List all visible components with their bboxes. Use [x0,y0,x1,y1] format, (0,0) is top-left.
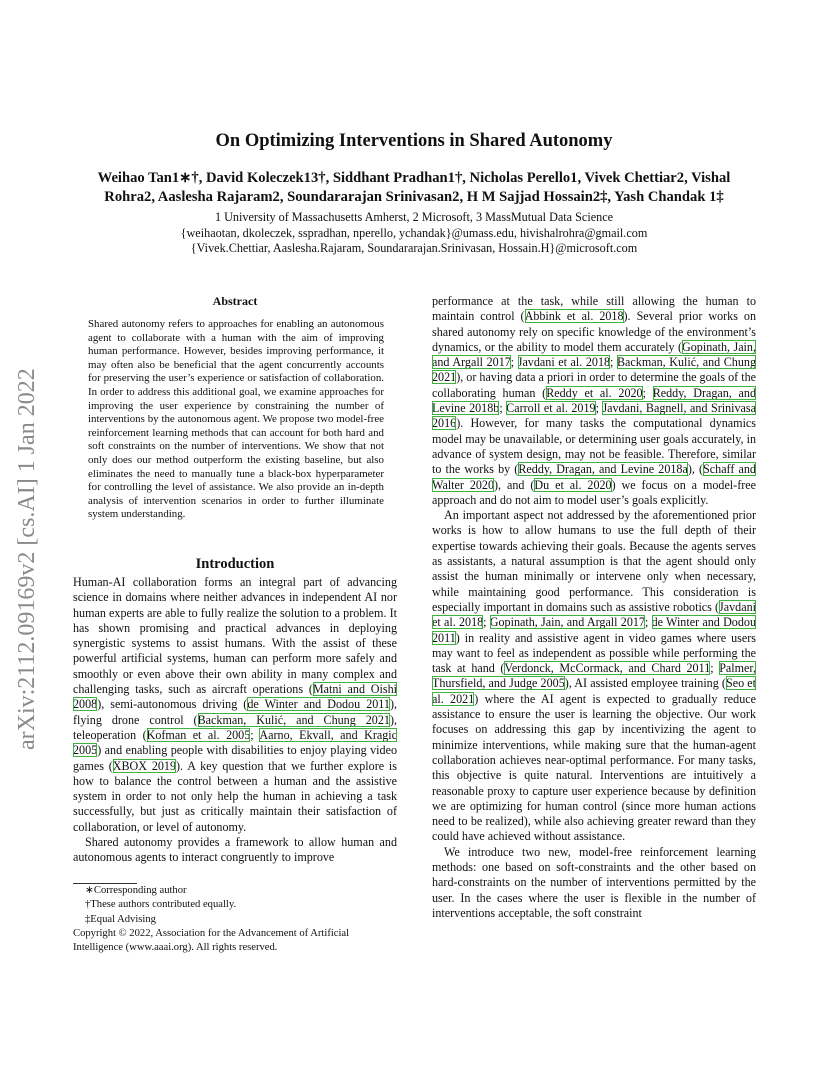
text-run: ), flying drone control ( [73,697,397,727]
citation-link[interactable]: Backman, Kulić, and Chung 2021 [432,355,756,385]
email-line-microsoft: {Vivek.Chettiar, Aaslesha.Rajaram, Soundararajan.Srinivasan, Hossain.H}@microsoft.com [190,241,638,255]
introduction-heading: Introduction [195,556,275,572]
arxiv-stamp: arXiv:2112.09169v2 [cs.AI] 1 Jan 2022 [14,368,40,750]
text-run: ; [610,355,617,370]
text-run: ) we focus on a model-free approach and do not aim to model user’s goals explicitly. [432,477,756,507]
citation-link[interactable]: Du et al. 2020 [534,477,612,492]
text-run: ; [644,615,652,630]
text-run: ; [483,615,490,630]
intro-paragraph-1 [73,575,397,835]
copyright-notice: Copyright © 2022, Association for the Advancement of Artificial Intelligence (www.aaai.org). All rights reserved. [73,927,350,954]
right-paragraph-1 [432,294,756,508]
footnotes [73,884,397,955]
text-run: ; [510,355,518,370]
citation-link[interactable]: Reddy, Dragan, and Levine 2018a [518,462,688,477]
footnote-equal-contribution: †These authors contributed equally. [85,899,237,911]
citation-link[interactable]: Reddy, Dragan, and Levine 2018b [432,385,757,416]
citation-link[interactable]: Verdonck, McCormack, and Chard 2011 [504,661,711,676]
author-line-2: Rohra2, Aaslesha Rajaram2, Soundararajan Srinivasan2, H M Sajjad Hossain2‡, Yash Chandak 1‡ [104,189,724,205]
text-run: ), teleoperation ( [73,712,397,742]
text-run: ). Several prior works on shared autonomy rely on specific knowledge of the environment’s dynamics, or the ability to model them accurately ( [432,309,756,354]
right-paragraph-2 [432,508,756,845]
text-run: ; [499,401,507,416]
abstract-heading: Abstract [212,294,258,308]
citation-link[interactable]: XBOX 2019 [112,758,177,773]
citation-link[interactable]: Aarno, Ekvall, and Kragic 2005 [73,727,397,758]
citation-link[interactable]: Gopinath, Jain, and Argall 2017 [489,615,645,630]
citation-link[interactable]: Javdani et al. 2018 [517,355,611,370]
text-run: ). However, for many tasks the computational dynamics model may be unavailable, or determining user goals accurately, in advance of system design, may not be feasible. Therefore, similar to the works by ( [432,416,756,477]
text-run: ), ( [687,462,704,477]
right-paragraph-3: We introduce two new, model-free reinforcement learning methods: one based on soft-constraints and the other based on hard-constraints on the number of interventions permitted by the user. In the cases where the user is flexible in the number of interventions acceptable, the soft constraint [432,844,756,920]
citation-link[interactable]: Matni and Oishi 2008 [73,682,397,712]
affiliations [70,210,758,257]
email-line-umass: {weihaotan, dkoleczek, sspradhan, nperello, ychandak}@umass.edu, hivishalrohra@gmail.com [180,225,648,240]
citation-link[interactable]: Backman, Kulić, and Chung 2021 [197,712,390,727]
citation-link[interactable]: de Winter and Dodou 2011 [432,615,756,645]
text-run: ), AI assisted employee training ( [564,676,726,691]
text-run: performance at the task, while still allowing the human to maintain control ( [432,294,756,324]
citation-link[interactable]: Javdani et al. 2018 [432,599,756,630]
left-column-body [73,575,397,866]
text-run: ; [250,727,260,742]
citation-link[interactable]: Abbink et al. 2018 [524,309,624,324]
citation-link[interactable]: Carroll et al. 2019 [506,401,596,416]
text-run: ; [710,661,720,676]
author-line-1: Weihao Tan1∗†, David Koleczek13†, Siddhant Pradhan1†, Nicholas Perello1, Vivek Chettiar2, Vishal [97,170,731,186]
text-run: ), and ( [494,477,535,492]
author-list [70,169,758,207]
citation-link[interactable]: de Winter and Dodou 2011 [247,697,390,712]
paper-title: On Optimizing Interventions in Shared Autonomy [215,131,613,151]
citation-link[interactable]: Schaff and Walter 2020 [432,462,756,492]
text-run: ) and enabling people with disabilities to enjoy playing video games ( [73,743,397,773]
affiliation-line: 1 University of Massachusetts Amherst, 2 Microsoft, 3 MassMutual Data Science [214,210,614,224]
text-run: Human-AI collaboration forms an integral part of advancing science in domains where neither advances in independent AI nor human experts are able to fully realize the solution to a problem. It has shown promising and practical advances in deploying synergistic systems to assist humans. With the assist of these powerful artificial systems, human can perform more safely and smoothly or even above their own ability in many complex and challenging tasks, such as aircraft operations ( [73,575,397,697]
text-run: ), or having data a priori in order to determine the goals of the collaborating human ( [432,370,756,400]
intro-paragraph-2: Shared autonomy provides a framework to allow human and autonomous agents to interact congruently to improve [73,835,397,865]
right-column-body [432,294,756,921]
citation-link[interactable]: Seo et al. 2021 [432,676,756,706]
text-run: ; [642,385,653,400]
text-run: ). A key question that we further explore is how to balance the control between a human and the assistive system in order to not only help the human in achieving a task successfully, but just as critically maintain their satisfaction of collaboration, or level of autonomy. [73,758,397,834]
text-run: ) in reality and assistive agent in video games where users may want to feel as independent as possible while performing the task at hand ( [432,630,756,676]
text-run: An important aspect not addressed by the aforementioned prior works is how to allow humans to use the full depth of their expertise towards achieving their goals. Because the agents serves as assistants, a natural assumption is that the agent should only assist the human minimally or intervene only when necessary, while maintaining good performance. This consideration is especially important in domains such as assistive robotics ( [432,508,756,614]
citation-link[interactable]: Kofman et al. 2005 [146,727,251,742]
footnote-equal-advising: ‡Equal Advising [85,913,156,925]
citation-link[interactable]: Reddy et al. 2020 [546,385,643,400]
citation-link[interactable]: Palmer, Thursfield, and Judge 2005 [432,661,756,691]
text-run: ), semi-autonomous driving ( [97,697,248,712]
citation-link[interactable]: Javdani, Bagnell, and Srinivasa 2016 [432,401,756,431]
abstract-text: Shared autonomy refers to approaches for enabling an autonomous agent to collaborate with a human with the aim of improving human performance. However, besides improving performance, it may often also be beneficial that the agent concurrently accounts for preserving the user’s experience or satisfaction of collaboration. In order to address this additional goal, we examine approaches for improving the user experience by constraining the number of interventions by the autonomous agent. We propose two model-free reinforcement learning methods that can account for both hard and soft constraints on the number of interventions. We show that not only does our method outperform the existing baseline, but also eliminates the need to manually tune a black-box hyperparameter for controlling the level of assistance. We also provide an in-depth analysis of intervention scenarios in order to further illuminate system understanding. [88,318,384,521]
text-run: ) where the AI agent is expected to gradually reduce assistance to ensure the user is learning the objective. Our work focuses on addressing this gap by incentivizing the agent to minimize interventions, while making sure that the human-agent collaboration achieves near-optimal performance. For many tasks, this objective is quite natural. Interventions are intuitively a reasonable proxy to capture user experience because by definition we are optimizing for human control (since more human actions need to be realized), while also achieving greater reward than they could have achieved without assistance. [432,691,756,844]
citation-link[interactable]: Gopinath, Jain, and Argall 2017 [432,339,756,370]
text-run: ; [595,401,603,416]
footnote-corresponding: ∗Corresponding author [85,885,187,896]
